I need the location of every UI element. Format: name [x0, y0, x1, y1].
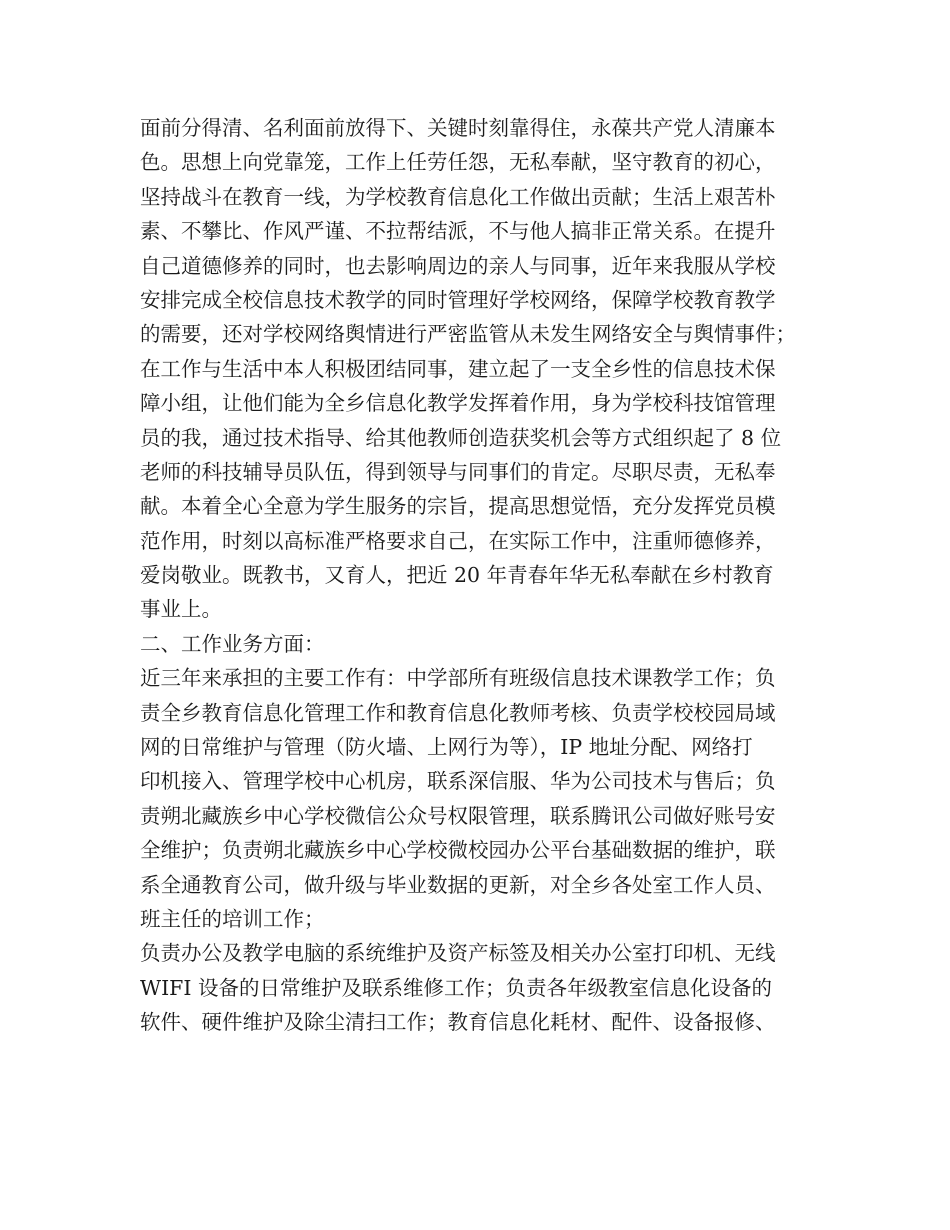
- text-line: 素、不攀比、作风严谨、不拉帮结派，不与他人搞非正常关系。在提升: [140, 219, 776, 244]
- text-line: 献。本着全心全意为学生服务的宗旨，提高思想觉悟，充分发挥党员模: [140, 494, 776, 519]
- text-line: 老师的科技辅导员队伍，得到领导与同事们的肯定。尽职尽责，无私奉: [140, 459, 776, 484]
- text-line: 在工作与生活中本人积极团结同事，建立起了一支全乡性的信息技术保: [140, 356, 776, 381]
- text-line: 软件、硬件维护及除尘清扫工作；教育信息化耗材、配件、设备报修、: [140, 1010, 776, 1035]
- section-heading: 二、工作业务方面：: [140, 631, 325, 656]
- text-line: 班主任的培训工作；: [140, 906, 325, 931]
- text-line: 安排完成全校信息技术教学的同时管理好学校网络，保障学校教育教学: [140, 287, 776, 312]
- text-line: 负责办公及教学电脑的系统维护及资产标签及相关办公室打印机、无线: [140, 941, 776, 966]
- text-line: 全维护；负责朔北藏族乡中心学校微校园办公平台基础数据的维护，联: [140, 838, 776, 863]
- text-line: 色。思想上向党靠笼，工作上任劳任怨，无私奉献，坚守教育的初心，: [140, 150, 776, 175]
- text-line: 员的我，通过技术指导、给其他教师创造获奖机会等方式组织起了 8 位: [140, 425, 782, 450]
- text-line: 的需要，还对学校网络舆情进行严密监管从未发生网络安全与舆情事件；: [140, 322, 796, 347]
- text-line: 事业上。: [140, 597, 222, 622]
- body-text: [140, 111, 840, 1040]
- text-line: 自己道德修养的同时，也去影响周边的亲人与同事，近年来我服从学校: [140, 253, 776, 278]
- text-line: 责朔北藏族乡中心学校微信公众号权限管理，联系腾讯公司做好账号安: [140, 803, 776, 828]
- text-line: 障小组，让他们能为全乡信息化教学发挥着作用，身为学校科技馆管理: [140, 391, 776, 416]
- text-line: 系全通教育公司，做升级与毕业数据的更新，对全乡各处室工作人员、: [140, 872, 776, 897]
- text-line: 爱岗敬业。既教书，又育人，把近 20 年青春年华无私奉献在乡村教育: [140, 563, 774, 588]
- text-line: 坚持战斗在教育一线，为学校教育信息化工作做出贡献；生活上艰苦朴: [140, 184, 776, 209]
- text-line: 网的日常维护与管理（防火墙、上网行为等），IP 地址分配、网络打: [140, 735, 753, 760]
- text-line: 范作用，时刻以高标准严格要求自己，在实际工作中，注重师德修养，: [140, 528, 776, 553]
- text-line: 面前分得清、名利面前放得下、关键时刻靠得住，永葆共产党人清廉本: [140, 116, 776, 140]
- text-line: 印机接入、管理学校中心机房，联系深信服、华为公司技术与售后；负: [140, 769, 776, 794]
- text-line: 近三年来承担的主要工作有：中学部所有班级信息技术课教学工作；负: [140, 666, 776, 691]
- text-line: WIFI 设备的日常维护及联系维修工作；负责各年级教室信息化设备的: [140, 975, 773, 1000]
- text-line: 责全乡教育信息化管理工作和教育信息化教师考核、负责学校校园局域: [140, 700, 776, 725]
